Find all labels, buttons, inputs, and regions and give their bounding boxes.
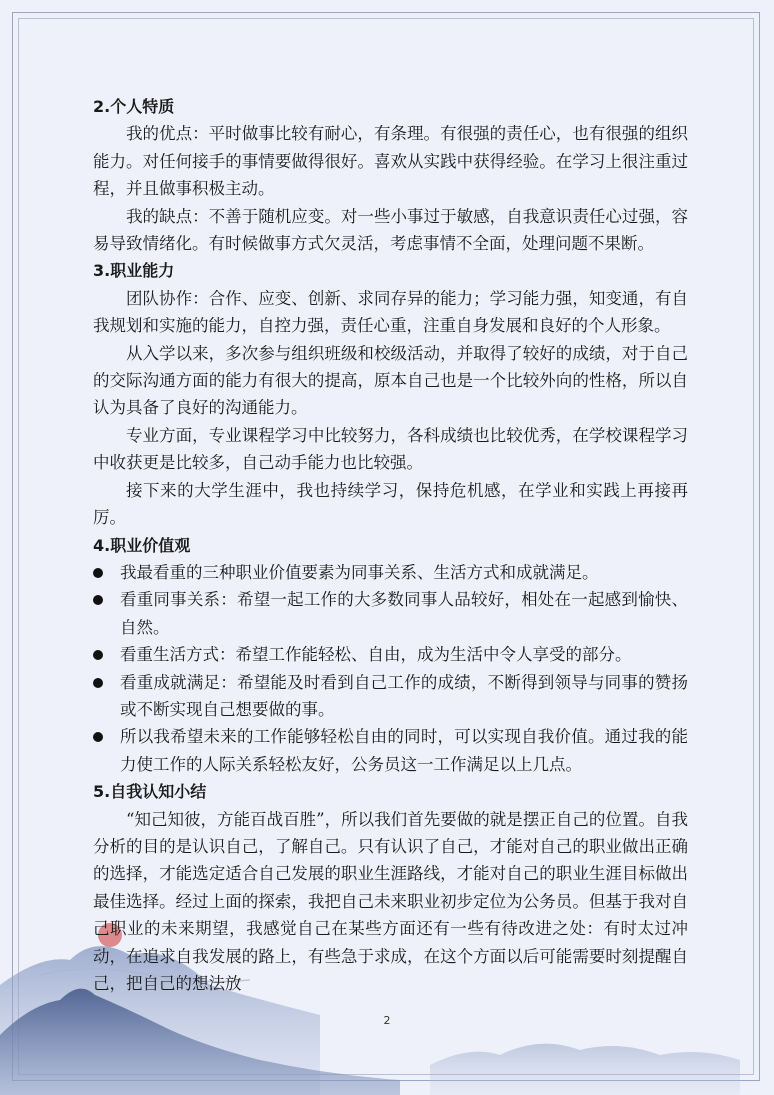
- bullet-dot-icon: [93, 595, 103, 605]
- paragraph-summary: “知己知彼，方能百战百胜”，所以我们首先要做的就是摆正自己的位置。自我分析的目的是认识自己，了解自己。只有认识了自己，才能对自己的职业做出正确的选择，才能选定适合自己发展的职业生涯路线，才能对自己的职业生涯目标做出最佳选择。经过上面的探索，我把自己未来职业初步定位为公务员。但基于我对自己职业的未来期望，我感觉自己在某些方面还有一些有待改进之处：有时太过冲动，在追求自我发展的路上，有些急于求成，在这个方面以后可能需要时刻提醒自己，把自己的想法放: [93, 809, 688, 993]
- bullet-dot-icon: [93, 678, 103, 688]
- list-item: [93, 641, 688, 668]
- paragraph-professional: 专业方面，专业课程学习中比较努力，各科成绩也比较优秀，在学校课程学习中收获更是比较多，自己动手能力也比较强。: [93, 425, 688, 473]
- section-heading-career-ability: 3.职业能力: [93, 261, 175, 281]
- paragraph-teamwork: 团队协作：合作、应变、创新、求同存异的能力；学习能力强，知变通，有自我规划和实施的能力，自控力强，责任心重，注重自身发展和良好的个人形象。: [93, 288, 688, 336]
- list-item: [93, 669, 688, 724]
- list-item-text: 看重成就满足：希望能及时看到自己工作的成绩，不断得到领导与同事的赞扬或不断实现自己想要做的事。: [120, 672, 688, 719]
- paragraph-weaknesses: 我的缺点：不善于随机应变。对一些小事过于敏感，自我意识责任心过强，容易导致情绪化。有时候做事方式欠灵活，考虑事情不全面，处理问题不果断。: [93, 206, 688, 254]
- values-list: [93, 559, 688, 778]
- paragraph-activities: 从入学以来，多次参与组织班级和校级活动，并取得了较好的成绩，对于自己的交际沟通方面的能力有很大的提高，原本自己也是一个比较外向的性格，所以自认为具备了良好的沟通能力。: [93, 343, 688, 418]
- list-item-text: 所以我希望未来的工作能够轻松自由的同时，可以实现自我价值。通过我的能力使工作的人际关系轻松友好，公务员这一工作满足以上几点。: [120, 727, 688, 774]
- section-heading-self-cognition-summary: 5.自我认知小结: [93, 782, 207, 802]
- paragraph-future-study: 接下来的大学生涯中，我也持续学习，保持危机感，在学业和实践上再接再厉。: [93, 480, 688, 528]
- bullet-dot-icon: [93, 732, 103, 742]
- list-item: [93, 723, 688, 778]
- section-heading-career-values: 4.职业价值观: [93, 535, 191, 555]
- paragraph-strengths: 我的优点：平时做事比较有耐心，有条理。有很强的责任心，也有很强的组织能力。对任何接手的事情要做得很好。喜欢从实践中获得经验。在学习上很注重过程，并且做事积极主动。: [93, 124, 688, 199]
- list-item-text: 看重生活方式：希望工作能轻松、自由，成为生活中令人享受的部分。: [120, 645, 632, 665]
- page-number: 2: [383, 1014, 391, 1027]
- bullet-dot-icon: [93, 650, 103, 660]
- mountain-distant-right: [430, 1044, 740, 1095]
- document-body: [93, 93, 688, 997]
- bullet-dot-icon: [93, 568, 103, 578]
- section-heading-personal-traits: 2.个人特质: [93, 97, 175, 116]
- list-item-text: 看重同事关系：希望一起工作的大多数同事人品较好，相处在一起感到愉快、自然。: [120, 590, 688, 637]
- list-item-text: 我最看重的三种职业价值要素为同事关系、生活方式和成就满足。: [120, 562, 599, 582]
- list-item: [93, 559, 688, 586]
- list-item: [93, 586, 688, 641]
